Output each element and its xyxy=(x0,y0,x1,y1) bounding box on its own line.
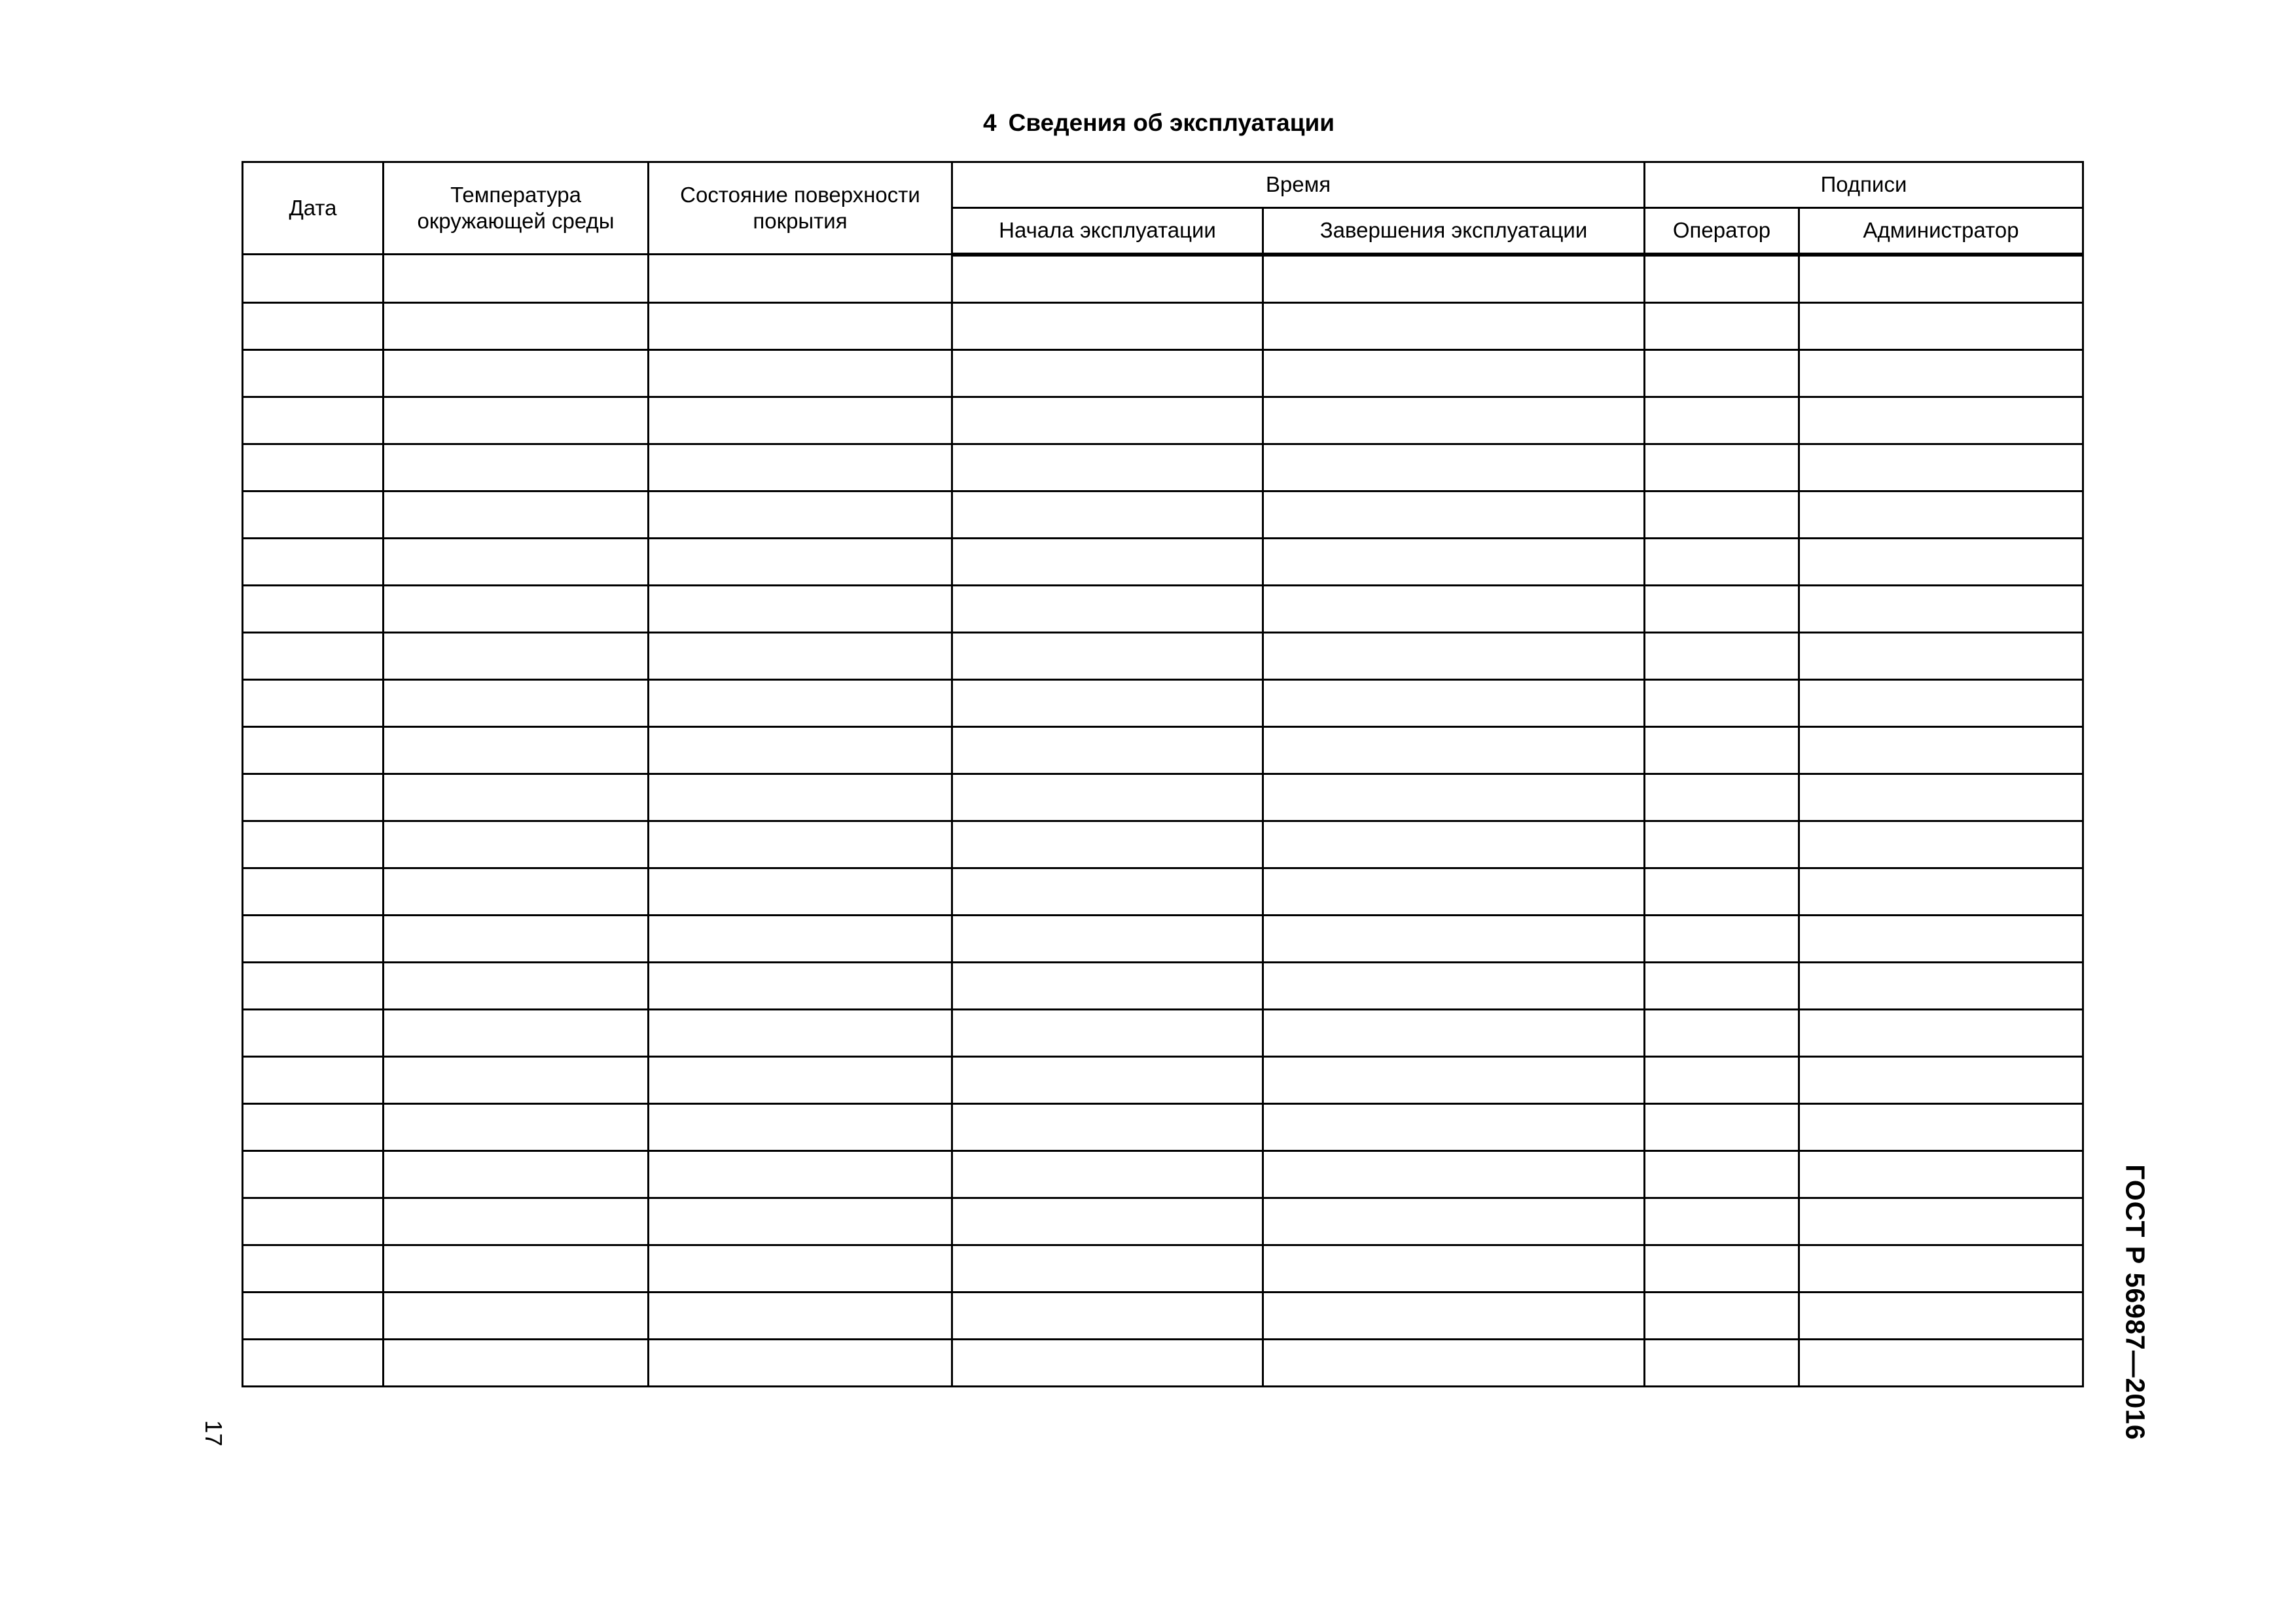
table-cell xyxy=(952,1150,1263,1198)
table-cell xyxy=(1263,1056,1645,1103)
table-cell xyxy=(952,915,1263,962)
table-row xyxy=(243,962,2083,1009)
table-cell xyxy=(952,1056,1263,1103)
table-row xyxy=(243,821,2083,868)
header-date: Дата xyxy=(243,162,384,255)
table-cell xyxy=(243,538,384,585)
table-cell xyxy=(1799,255,2083,303)
table-cell xyxy=(384,1245,649,1292)
table-cell xyxy=(1263,868,1645,915)
header-end: Завершения эксплуатации xyxy=(1263,207,1645,254)
table-cell xyxy=(243,1292,384,1339)
table-row xyxy=(243,679,2083,726)
table-body xyxy=(243,255,2083,1387)
table-cell xyxy=(952,962,1263,1009)
table-cell xyxy=(952,726,1263,774)
table-cell xyxy=(1799,1339,2083,1386)
table-cell xyxy=(649,726,952,774)
table-cell xyxy=(243,1245,384,1292)
header-operator: Оператор xyxy=(1645,207,1799,254)
table-cell xyxy=(649,255,952,303)
table-cell xyxy=(243,1339,384,1386)
table-cell xyxy=(384,349,649,397)
table-cell xyxy=(1645,444,1799,491)
section-title-text: Сведения об эксплуатации xyxy=(1008,109,1335,136)
table-cell xyxy=(1799,349,2083,397)
table-cell xyxy=(1645,1103,1799,1150)
table-row xyxy=(243,915,2083,962)
table-cell xyxy=(1799,1292,2083,1339)
table-cell xyxy=(952,491,1263,538)
table-cell xyxy=(952,255,1263,303)
table-cell xyxy=(243,1150,384,1198)
header-signatures-group: Подписи xyxy=(1645,162,2083,208)
table-cell xyxy=(1799,868,2083,915)
table-row xyxy=(243,1056,2083,1103)
table-cell xyxy=(384,1339,649,1386)
table-cell xyxy=(649,585,952,632)
table-cell xyxy=(952,1245,1263,1292)
table-cell xyxy=(649,538,952,585)
table-row xyxy=(243,774,2083,821)
table-cell xyxy=(384,821,649,868)
table-cell xyxy=(384,1056,649,1103)
table-cell xyxy=(243,397,384,444)
table-row xyxy=(243,1103,2083,1150)
table-cell xyxy=(649,1339,952,1386)
table-cell xyxy=(1263,632,1645,679)
header-temperature: Температура окружающей среды xyxy=(384,162,649,255)
table-cell xyxy=(384,491,649,538)
table-cell xyxy=(649,444,952,491)
table-cell xyxy=(1645,349,1799,397)
table-cell xyxy=(1263,255,1645,303)
table-cell xyxy=(649,1292,952,1339)
table-cell xyxy=(952,868,1263,915)
table-cell xyxy=(384,726,649,774)
table-cell xyxy=(649,821,952,868)
table-cell xyxy=(384,302,649,349)
table-cell xyxy=(384,1150,649,1198)
table-cell xyxy=(384,774,649,821)
table-cell xyxy=(1645,1150,1799,1198)
table-cell xyxy=(384,1292,649,1339)
table-cell xyxy=(243,632,384,679)
table-cell xyxy=(1799,915,2083,962)
table-cell xyxy=(1799,679,2083,726)
table-cell xyxy=(1263,774,1645,821)
table-cell xyxy=(384,255,649,303)
table-row xyxy=(243,1339,2083,1386)
header-time-group: Время xyxy=(952,162,1645,208)
table-cell xyxy=(649,302,952,349)
table-row xyxy=(243,1150,2083,1198)
table-cell xyxy=(243,821,384,868)
table-cell xyxy=(243,915,384,962)
table-row xyxy=(243,1245,2083,1292)
table-row xyxy=(243,632,2083,679)
table-row xyxy=(243,1009,2083,1056)
table-cell xyxy=(952,1009,1263,1056)
table-cell xyxy=(243,585,384,632)
table-row xyxy=(243,444,2083,491)
table-cell xyxy=(1263,585,1645,632)
table-cell xyxy=(1263,1292,1645,1339)
table-cell xyxy=(952,302,1263,349)
table-cell xyxy=(1799,585,2083,632)
table-cell xyxy=(243,349,384,397)
table-cell xyxy=(243,679,384,726)
table-cell xyxy=(649,962,952,1009)
table-cell xyxy=(1799,1245,2083,1292)
table-cell xyxy=(952,444,1263,491)
table-row xyxy=(243,397,2083,444)
table-cell xyxy=(1645,915,1799,962)
table-cell xyxy=(1645,774,1799,821)
table-cell xyxy=(1263,726,1645,774)
table-cell xyxy=(952,349,1263,397)
table-cell xyxy=(1263,679,1645,726)
table-cell xyxy=(1799,444,2083,491)
table-cell xyxy=(1645,538,1799,585)
table-cell xyxy=(1263,491,1645,538)
table-cell xyxy=(384,962,649,1009)
table-cell xyxy=(384,1103,649,1150)
table-cell xyxy=(1799,821,2083,868)
table-cell xyxy=(1645,585,1799,632)
table-cell xyxy=(1645,679,1799,726)
table-cell xyxy=(243,255,384,303)
table-cell xyxy=(952,1198,1263,1245)
table-cell xyxy=(649,491,952,538)
table-cell xyxy=(952,1292,1263,1339)
header-administrator: Администратор xyxy=(1799,207,2083,254)
table-cell xyxy=(384,679,649,726)
page-number-text: 17 xyxy=(200,1419,227,1447)
table-cell xyxy=(1645,632,1799,679)
table-cell xyxy=(1263,444,1645,491)
table-row xyxy=(243,491,2083,538)
table-cell xyxy=(1645,726,1799,774)
table-cell xyxy=(1645,1056,1799,1103)
table-cell xyxy=(649,1198,952,1245)
table-cell xyxy=(1799,1009,2083,1056)
table-row xyxy=(243,538,2083,585)
table-cell xyxy=(1263,1150,1645,1198)
table-cell xyxy=(1263,1245,1645,1292)
table-cell xyxy=(1645,1245,1799,1292)
table-cell xyxy=(243,774,384,821)
table-cell xyxy=(1799,1056,2083,1103)
table-cell xyxy=(384,915,649,962)
table-cell xyxy=(1799,1103,2083,1150)
table-cell xyxy=(649,397,952,444)
table-cell xyxy=(649,774,952,821)
table-cell xyxy=(1799,491,2083,538)
table-cell xyxy=(649,1009,952,1056)
table-cell xyxy=(1799,397,2083,444)
table-cell xyxy=(1645,1009,1799,1056)
table-cell xyxy=(243,1056,384,1103)
table-cell xyxy=(1645,302,1799,349)
table-row xyxy=(243,302,2083,349)
table-cell xyxy=(649,1103,952,1150)
table-row xyxy=(243,1292,2083,1339)
table-cell xyxy=(243,444,384,491)
table-cell xyxy=(1799,1150,2083,1198)
table-cell xyxy=(1263,538,1645,585)
table-cell xyxy=(1263,1339,1645,1386)
header-surface-state: Состояние поверхности покрытия xyxy=(649,162,952,255)
table-cell xyxy=(243,1198,384,1245)
table-cell xyxy=(1263,821,1645,868)
table-row xyxy=(243,349,2083,397)
table-cell xyxy=(1263,302,1645,349)
table-cell xyxy=(384,868,649,915)
table-cell xyxy=(384,632,649,679)
table-cell xyxy=(1645,1339,1799,1386)
table-cell xyxy=(243,962,384,1009)
table-cell xyxy=(384,397,649,444)
table-cell xyxy=(1645,1198,1799,1245)
table-cell xyxy=(1263,1103,1645,1150)
table-cell xyxy=(243,1103,384,1150)
table-cell xyxy=(1799,632,2083,679)
table-cell xyxy=(1645,868,1799,915)
table-cell xyxy=(952,1103,1263,1150)
table-cell xyxy=(952,397,1263,444)
table-cell xyxy=(1799,1198,2083,1245)
table-cell xyxy=(1645,1292,1799,1339)
table-row xyxy=(243,255,2083,303)
table-cell xyxy=(1799,774,2083,821)
table-row xyxy=(243,726,2083,774)
table-cell xyxy=(649,868,952,915)
table-row xyxy=(243,585,2083,632)
table-cell xyxy=(243,868,384,915)
table-cell xyxy=(243,1009,384,1056)
table-row xyxy=(243,868,2083,915)
table-cell xyxy=(243,302,384,349)
table-cell xyxy=(952,774,1263,821)
section-number: 4 xyxy=(983,109,997,136)
table-cell xyxy=(649,1150,952,1198)
table-cell xyxy=(1263,1009,1645,1056)
table-cell xyxy=(1645,821,1799,868)
table-cell xyxy=(384,585,649,632)
operation-log-table xyxy=(242,161,2084,1387)
table-cell xyxy=(243,491,384,538)
table-cell xyxy=(1263,962,1645,1009)
table-cell xyxy=(952,821,1263,868)
table-cell xyxy=(952,1339,1263,1386)
table-cell xyxy=(1263,915,1645,962)
header-start: Начала эксплуатации xyxy=(952,207,1263,254)
document-code-text: ГОСТ Р 56987—2016 xyxy=(2120,1164,2151,1440)
table-cell xyxy=(243,726,384,774)
table-cell xyxy=(1645,962,1799,1009)
table-cell xyxy=(1799,962,2083,1009)
table-cell xyxy=(952,538,1263,585)
table-cell xyxy=(952,632,1263,679)
table-cell xyxy=(1263,397,1645,444)
table-cell xyxy=(952,679,1263,726)
table-cell xyxy=(384,1198,649,1245)
table-cell xyxy=(1645,255,1799,303)
table-cell xyxy=(1263,1198,1645,1245)
table-cell xyxy=(649,1245,952,1292)
table-cell xyxy=(649,349,952,397)
table-cell xyxy=(649,915,952,962)
table-cell xyxy=(1263,349,1645,397)
table-cell xyxy=(1645,397,1799,444)
table-row xyxy=(243,1198,2083,1245)
table-cell xyxy=(384,538,649,585)
table-cell xyxy=(384,444,649,491)
section-title xyxy=(0,109,2296,137)
table-cell xyxy=(1799,302,2083,349)
table-cell xyxy=(649,632,952,679)
table-cell xyxy=(649,1056,952,1103)
table-cell xyxy=(1645,491,1799,538)
table-cell xyxy=(1799,726,2083,774)
table-cell xyxy=(952,585,1263,632)
table-cell xyxy=(649,679,952,726)
table-cell xyxy=(384,1009,649,1056)
table-cell xyxy=(1799,538,2083,585)
